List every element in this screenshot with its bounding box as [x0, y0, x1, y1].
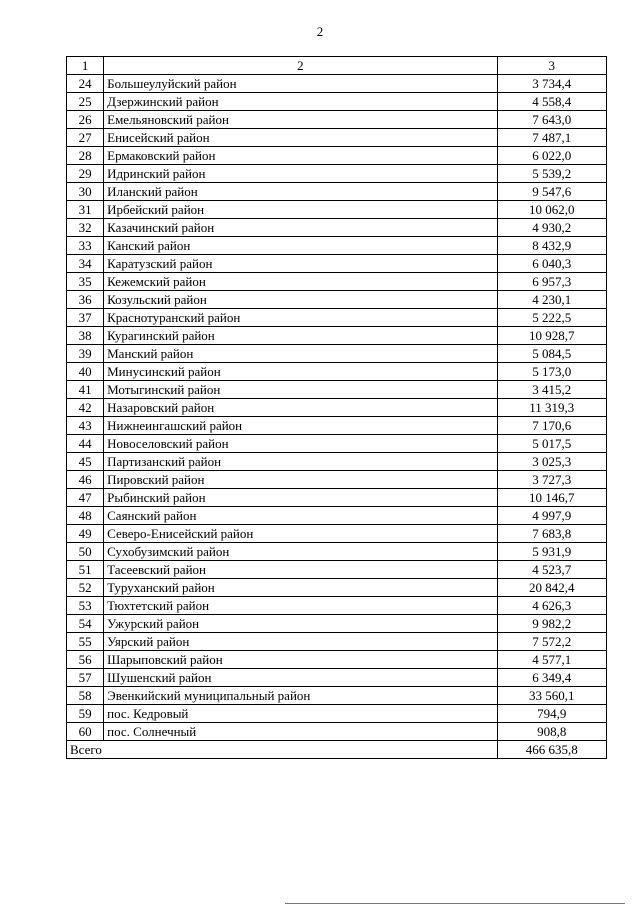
district-name: Шушенский район	[104, 669, 497, 687]
amount-value: 8 432,9	[497, 237, 606, 255]
district-name: пос. Кедровый	[104, 705, 497, 723]
table-row	[67, 111, 607, 129]
amount-value: 7 170,6	[497, 417, 606, 435]
allocation-table	[66, 56, 607, 759]
district-name: Сухобузимский район	[104, 543, 497, 561]
table-row	[67, 363, 607, 381]
district-name: Ирбейский район	[104, 201, 497, 219]
amount-value: 5 017,5	[497, 435, 606, 453]
row-number: 59	[67, 705, 104, 723]
amount-value: 5 222,5	[497, 309, 606, 327]
amount-value: 7 572,2	[497, 633, 606, 651]
table-row	[67, 399, 607, 417]
table-row	[67, 705, 607, 723]
amount-value: 33 560,1	[497, 687, 606, 705]
table-row	[67, 147, 607, 165]
amount-value: 4 626,3	[497, 597, 606, 615]
row-number: 57	[67, 669, 104, 687]
district-name: Дзержинский район	[104, 93, 497, 111]
amount-value: 20 842,4	[497, 579, 606, 597]
table-row	[67, 129, 607, 147]
district-name: Манский район	[104, 345, 497, 363]
district-name: Новоселовский район	[104, 435, 497, 453]
row-number: 33	[67, 237, 104, 255]
total-label: Всего	[67, 741, 498, 759]
district-name: Нижнеингашский район	[104, 417, 497, 435]
row-number: 54	[67, 615, 104, 633]
table-row	[67, 75, 607, 93]
row-number: 26	[67, 111, 104, 129]
district-name: Кежемский район	[104, 273, 497, 291]
district-name: Шарыповский район	[104, 651, 497, 669]
district-name: Идринский район	[104, 165, 497, 183]
amount-value: 3 025,3	[497, 453, 606, 471]
district-name: Иланский район	[104, 183, 497, 201]
table-row	[67, 669, 607, 687]
table-row	[67, 615, 607, 633]
table-row	[67, 219, 607, 237]
district-name: Тасеевский район	[104, 561, 497, 579]
amount-value: 10 928,7	[497, 327, 606, 345]
amount-value: 7 643,0	[497, 111, 606, 129]
table-row	[67, 93, 607, 111]
amount-value: 3 734,4	[497, 75, 606, 93]
table-row	[67, 525, 607, 543]
table-row	[67, 435, 607, 453]
table-row	[67, 255, 607, 273]
district-name: Каратузский район	[104, 255, 497, 273]
table-row	[67, 561, 607, 579]
district-name: Краснотуранский район	[104, 309, 497, 327]
amount-value: 10 146,7	[497, 489, 606, 507]
row-number: 53	[67, 597, 104, 615]
amount-value: 4 523,7	[497, 561, 606, 579]
row-number: 46	[67, 471, 104, 489]
row-number: 47	[67, 489, 104, 507]
row-number: 35	[67, 273, 104, 291]
district-name: Канский район	[104, 237, 497, 255]
amount-value: 3 727,3	[497, 471, 606, 489]
district-name: Партизанский район	[104, 453, 497, 471]
table-row	[67, 489, 607, 507]
table-row	[67, 183, 607, 201]
row-number: 32	[67, 219, 104, 237]
table-row	[67, 597, 607, 615]
table-row	[67, 165, 607, 183]
amount-value: 908,8	[497, 723, 606, 741]
district-name: Уярский район	[104, 633, 497, 651]
amount-value: 4 230,1	[497, 291, 606, 309]
row-number: 36	[67, 291, 104, 309]
amount-value: 9 547,6	[497, 183, 606, 201]
district-name: Ужурский район	[104, 615, 497, 633]
table-row	[67, 327, 607, 345]
district-name: Курагинский район	[104, 327, 497, 345]
footer-rule	[285, 903, 625, 904]
row-number: 56	[67, 651, 104, 669]
district-name: Козульский район	[104, 291, 497, 309]
header-col-2: 2	[104, 57, 497, 75]
amount-value: 7 487,1	[497, 129, 606, 147]
table-row	[67, 507, 607, 525]
district-name: Тюхтетский район	[104, 597, 497, 615]
table-row	[67, 651, 607, 669]
district-name: Назаровский район	[104, 399, 497, 417]
table-header-row	[67, 57, 607, 75]
row-number: 39	[67, 345, 104, 363]
table-body	[67, 57, 607, 759]
row-number: 45	[67, 453, 104, 471]
district-name: Рыбинский район	[104, 489, 497, 507]
row-number: 25	[67, 93, 104, 111]
row-number: 41	[67, 381, 104, 399]
table-row	[67, 471, 607, 489]
amount-value: 4 997,9	[497, 507, 606, 525]
header-col-3: 3	[497, 57, 606, 75]
amount-value: 6 022,0	[497, 147, 606, 165]
table-row	[67, 633, 607, 651]
amount-value: 10 062,0	[497, 201, 606, 219]
amount-value: 11 319,3	[497, 399, 606, 417]
district-name: Большеулуйский район	[104, 75, 497, 93]
amount-value: 4 558,4	[497, 93, 606, 111]
district-name: Мотыгинский район	[104, 381, 497, 399]
row-number: 42	[67, 399, 104, 417]
row-number: 29	[67, 165, 104, 183]
row-number: 30	[67, 183, 104, 201]
total-value: 466 635,8	[497, 741, 606, 759]
row-number: 51	[67, 561, 104, 579]
row-number: 40	[67, 363, 104, 381]
amount-value: 5 084,5	[497, 345, 606, 363]
row-number: 37	[67, 309, 104, 327]
row-number: 58	[67, 687, 104, 705]
table-row	[67, 291, 607, 309]
district-name: Эвенкийский муниципальный район	[104, 687, 497, 705]
row-number: 43	[67, 417, 104, 435]
row-number: 34	[67, 255, 104, 273]
table-row	[67, 417, 607, 435]
total-row	[67, 741, 607, 759]
amount-value: 5 539,2	[497, 165, 606, 183]
amount-value: 6 349,4	[497, 669, 606, 687]
row-number: 55	[67, 633, 104, 651]
row-number: 48	[67, 507, 104, 525]
district-name: Туруханский район	[104, 579, 497, 597]
amount-value: 794,9	[497, 705, 606, 723]
amount-value: 5 173,0	[497, 363, 606, 381]
table-row	[67, 723, 607, 741]
row-number: 49	[67, 525, 104, 543]
row-number: 28	[67, 147, 104, 165]
row-number: 24	[67, 75, 104, 93]
amount-value: 7 683,8	[497, 525, 606, 543]
table-row	[67, 237, 607, 255]
table-row	[67, 381, 607, 399]
district-name: Пировский район	[104, 471, 497, 489]
amount-value: 6 040,3	[497, 255, 606, 273]
table-row	[67, 345, 607, 363]
amount-value: 5 931,9	[497, 543, 606, 561]
district-name: Емельяновский район	[104, 111, 497, 129]
district-name: пос. Солнечный	[104, 723, 497, 741]
row-number: 31	[67, 201, 104, 219]
table-row	[67, 453, 607, 471]
district-name: Казачинский район	[104, 219, 497, 237]
district-name: Енисейский район	[104, 129, 497, 147]
amount-value: 9 982,2	[497, 615, 606, 633]
table-row	[67, 543, 607, 561]
row-number: 60	[67, 723, 104, 741]
district-name: Ермаковский район	[104, 147, 497, 165]
table-row	[67, 201, 607, 219]
amount-value: 6 957,3	[497, 273, 606, 291]
table-row	[67, 579, 607, 597]
row-number: 52	[67, 579, 104, 597]
amount-value: 4 930,2	[497, 219, 606, 237]
page-number: 2	[316, 24, 324, 39]
row-number: 38	[67, 327, 104, 345]
amount-value: 3 415,2	[497, 381, 606, 399]
table-row	[67, 309, 607, 327]
district-name: Саянский район	[104, 507, 497, 525]
table-row	[67, 273, 607, 291]
row-number: 50	[67, 543, 104, 561]
row-number: 27	[67, 129, 104, 147]
table-row	[67, 687, 607, 705]
district-name: Минусинский район	[104, 363, 497, 381]
district-name: Северо-Енисейский район	[104, 525, 497, 543]
amount-value: 4 577,1	[497, 651, 606, 669]
row-number: 44	[67, 435, 104, 453]
header-col-1: 1	[67, 57, 104, 75]
